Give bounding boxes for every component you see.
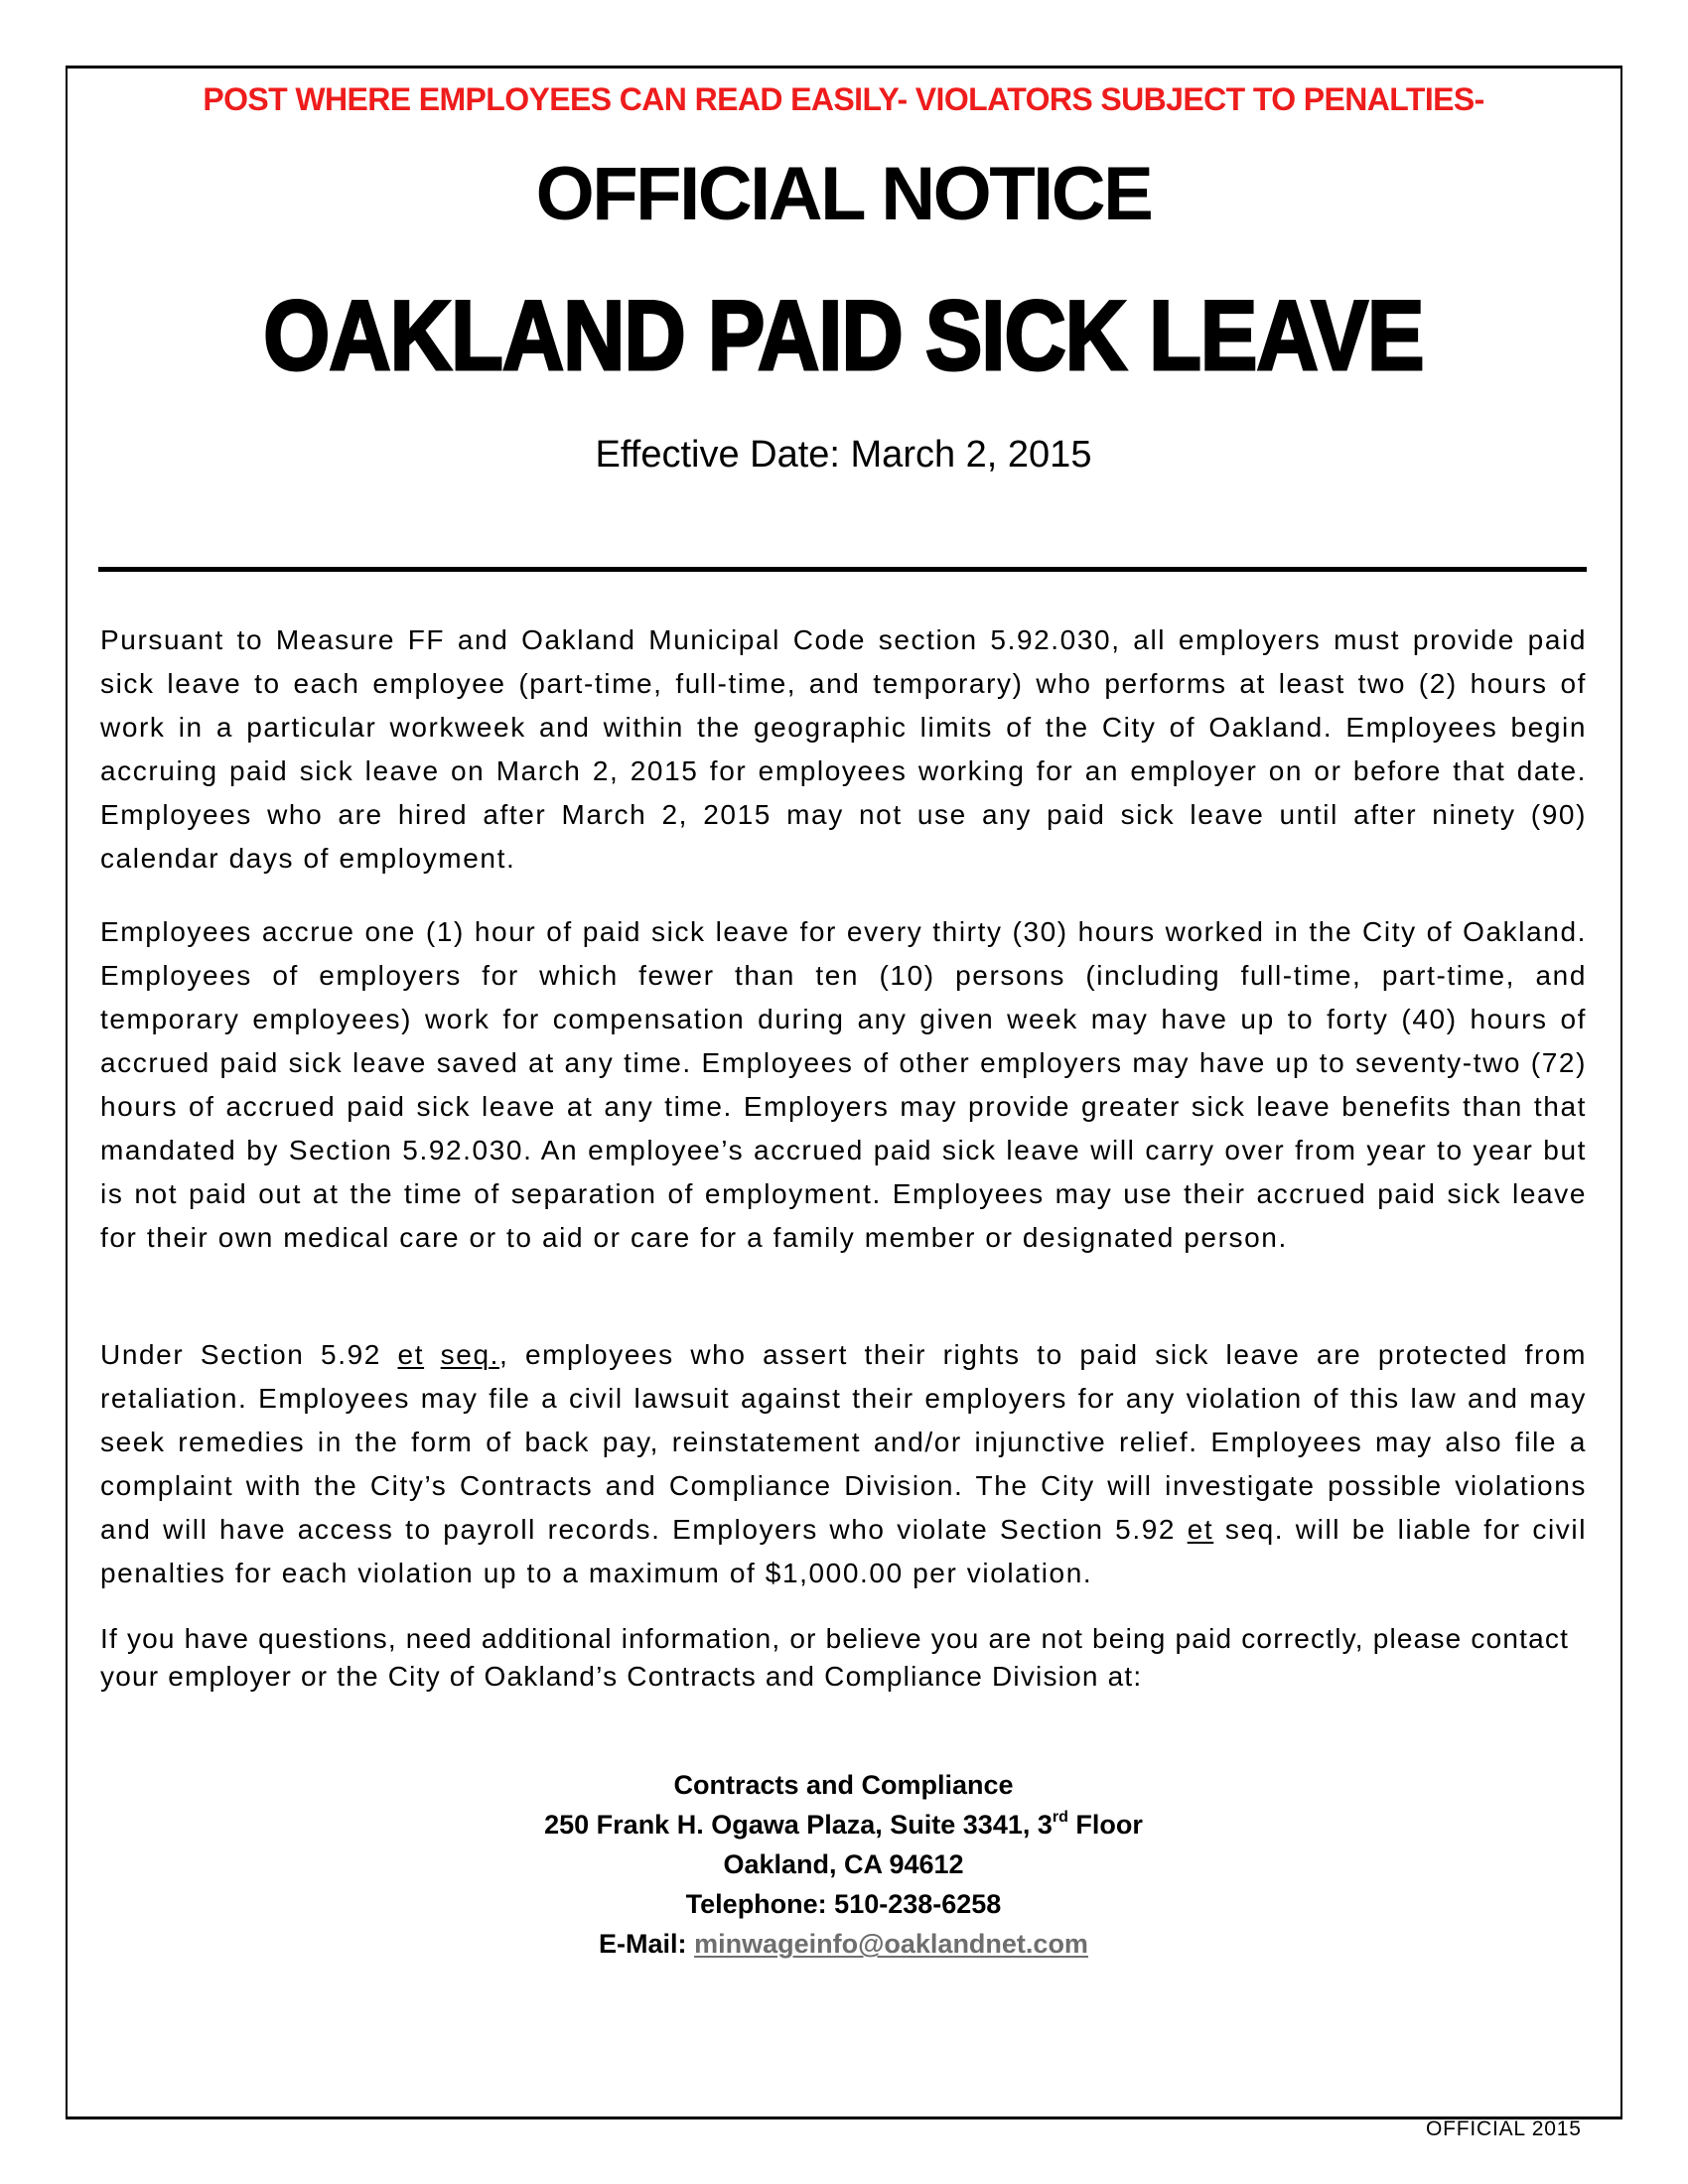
paragraph-retaliation (100, 1333, 1587, 1595)
paragraph-eligibility (100, 618, 1587, 881)
footer-mark: OFFICIAL 2015 (1426, 2117, 1582, 2140)
contact-city: Oakland, CA 94612 (723, 1849, 964, 1879)
ordinal-suffix: rd (1052, 1809, 1068, 1826)
paragraph-text: Pursuant to Measure FF and Oakland Municipal Code section 5.92.030, all employers must provide paid sick leave to each employee (part-time, full-time, and temporary) who performs at least two (2) hours of work in a particular workweek and within the geographic limits of the City of Oakland. Employees begin accruing paid sick leave on March 2, 2015 for employees working for an employer on or before that date. Employees who are hired after March 2, 2015 may not use any paid sick leave until after ninety (90) calendar days of employment. (100, 624, 1587, 874)
paragraph-text: Employees accrue one (1) hour of paid sick leave for every thirty (30) hours worked in the City of Oakland. Employees of employers for which fewer than ten (10) persons (including full-time, part-time, and temporary employees) work for compensation during any given week may have up to forty (40) hours of accrued paid sick leave saved at any time. Employees of other employers may have up to seventy-two (72) hours of accrued paid sick leave at any time. Employers may provide greater sick leave benefits than that mandated by Section 5.92.030. An employee’s accrued paid sick leave will carry over from year to year but is not paid out at the time of separation of employment. Employees may use their accrued paid sick leave for their own medical care or to aid or care for a family member or designated person. (100, 916, 1587, 1253)
paragraph-text: If you have questions, need additional information, or believe you are not being paid correctly, please contact your employer or the City of Oakland’s Contracts and Compliance Division at: (100, 1623, 1570, 1692)
paragraph-contact-intro (100, 1620, 1587, 1696)
underlined-term: et (1187, 1514, 1214, 1545)
contact-block (66, 1765, 1621, 1964)
effective-date: Effective Date: March 2, 2015 (595, 434, 1092, 476)
paragraph-text (100, 1333, 1587, 1595)
underlined-term: et (397, 1339, 425, 1370)
posting-warning: POST WHERE EMPLOYEES CAN READ EASILY- VIOLATORS SUBJECT TO PENALTIES- (203, 81, 1484, 117)
underlined-term: seq. (440, 1339, 499, 1370)
address-floor: Floor (1067, 1810, 1143, 1840)
main-title-row (66, 281, 1621, 420)
text-run (424, 1339, 441, 1370)
page-title: OAKLAND PAID SICK LEAVE (263, 280, 1424, 390)
contact-office-name: Contracts and Compliance (673, 1770, 1014, 1800)
contact-telephone: Telephone: 510-238-6258 (685, 1889, 1002, 1919)
text-run: seq. will be liable for civil penalties for each violation up to a maximum of $1,000.00 per violation. (100, 1514, 1588, 1588)
paragraph-accrual (100, 910, 1587, 1260)
email-label: E-Mail: (599, 1929, 695, 1959)
email-link[interactable]: minwageinfo@oaklandnet.com (694, 1929, 1088, 1959)
text-run: , employees who assert their rights to paid sick leave are protected from retaliation. Employees may file a civil lawsuit against their employers for any violation of this law and may seek remedies in the form of back pay, reinstatement and/or injunctive relief. Employees may also file a complaint with the City’s Contracts and Compliance Division. The City will investigate possible violations and will have access to payroll records. Employers who violate Section 5.92 (100, 1339, 1587, 1545)
divider-rule (98, 567, 1587, 572)
address-text: 250 Frank H. Ogawa Plaza, Suite 3341, 3 (544, 1810, 1053, 1840)
contact-address (66, 1805, 1621, 1844)
notice-heading: OFFICIAL NOTICE (535, 152, 1152, 236)
contact-email-row (66, 1924, 1621, 1964)
text-run: Under Section 5.92 (100, 1339, 398, 1370)
